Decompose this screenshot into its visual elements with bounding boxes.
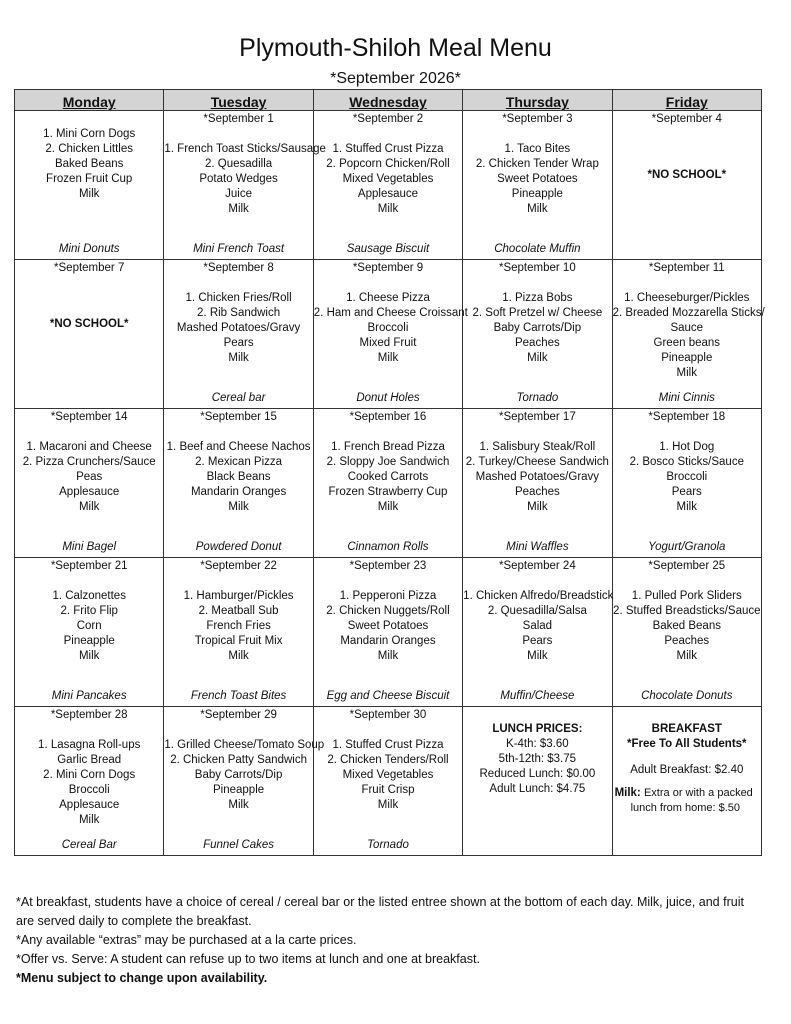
lunch-item: 2. Chicken Littles bbox=[45, 143, 133, 155]
lunch-item: Pineapple bbox=[213, 784, 265, 796]
lunch-items bbox=[314, 589, 462, 664]
breakfast-info bbox=[613, 722, 761, 816]
lunch-item: Milk bbox=[527, 650, 548, 662]
lunch-item: 2. Bosco Sticks/Sauce bbox=[629, 456, 744, 468]
lunch-items bbox=[314, 440, 462, 515]
lunch-item: 2. Ham and Cheese Croissant bbox=[313, 307, 468, 319]
day-cell-content bbox=[612, 260, 765, 408]
lunch-item: Mixed Vegetables bbox=[342, 173, 434, 185]
day-date: *September 30 bbox=[349, 709, 427, 721]
lunch-item: Peaches bbox=[514, 337, 560, 349]
day-header-row bbox=[15, 90, 762, 111]
lunch-item: Milk bbox=[228, 352, 249, 364]
lunch-item: 1. Beef and Cheese Nachos bbox=[166, 441, 311, 453]
lunch-item: 2. Quesadilla/Salsa bbox=[487, 605, 587, 617]
week-row bbox=[15, 558, 762, 707]
lunch-items bbox=[463, 142, 611, 217]
lunch-item: 1. Taco Bites bbox=[504, 143, 571, 155]
breakfast-item: Mini French Toast bbox=[193, 243, 285, 255]
lunch-items bbox=[164, 440, 312, 515]
day-date: *September 24 bbox=[499, 560, 576, 572]
lunch-item: Milk bbox=[78, 501, 100, 513]
lunch-item: Milk bbox=[527, 203, 548, 215]
lunch-items bbox=[313, 291, 468, 366]
lunch-price-line: Adult Lunch: $4.75 bbox=[489, 783, 586, 795]
lunch-item: 1. Stuffed Crust Pizza bbox=[332, 143, 444, 155]
lunch-item: Peas bbox=[76, 471, 103, 483]
day-cell bbox=[313, 111, 462, 260]
lunch-item: Milk bbox=[78, 188, 100, 200]
day-cell bbox=[313, 707, 462, 856]
breakfast-item: Mini Donuts bbox=[58, 243, 120, 255]
menu-body bbox=[15, 111, 765, 856]
week-row bbox=[15, 111, 762, 260]
lunch-items bbox=[15, 738, 163, 828]
lunch-item: 1. Salisbury Steak/Roll bbox=[479, 441, 596, 453]
breakfast-item: Cereal bar bbox=[211, 392, 266, 404]
lunch-items bbox=[164, 589, 312, 664]
lunch-item: Applesauce bbox=[357, 188, 419, 200]
day-cell-content bbox=[313, 260, 468, 408]
lunch-item: Pears bbox=[223, 337, 254, 349]
day-cell-content bbox=[15, 409, 163, 557]
day-date: *September 29 bbox=[200, 709, 277, 721]
day-cell-content bbox=[15, 260, 163, 408]
day-date: *September 1 bbox=[203, 113, 274, 125]
breakfast-item: Muffin/Cheese bbox=[500, 690, 575, 702]
lunch-item: Baked Beans bbox=[652, 620, 721, 632]
lunch-item: Milk bbox=[78, 650, 100, 662]
day-cell-content bbox=[164, 409, 312, 557]
day-date: *September 28 bbox=[50, 709, 128, 721]
lunch-item: Sweet Potatoes bbox=[497, 173, 578, 185]
note-extras: *Any available “extras” may be purchased at a la carte prices. bbox=[16, 933, 357, 947]
day-cell bbox=[15, 707, 164, 856]
day-header-tuesday: Tuesday bbox=[164, 90, 313, 111]
lunch-item: Applesauce bbox=[59, 486, 120, 498]
lunch-item: 1. French Bread Pizza bbox=[331, 441, 445, 453]
lunch-item: 2. Meatball Sub bbox=[198, 605, 279, 617]
breakfast-item: Cinnamon Rolls bbox=[347, 541, 429, 553]
lunch-item: Mashed Potatoes/Gravy bbox=[475, 471, 600, 483]
lunch-item: Milk bbox=[228, 203, 249, 215]
breakfast-item: Chocolate Donuts bbox=[641, 690, 733, 702]
lunch-item: 1. Chicken Alfredo/Breadstick bbox=[463, 590, 614, 602]
lunch-prices bbox=[463, 722, 611, 797]
lunch-item: 1. Pulled Pork Sliders bbox=[631, 590, 742, 602]
lunch-item: 2. Rib Sandwich bbox=[197, 307, 281, 319]
lunch-item: Fruit Crisp bbox=[361, 784, 415, 796]
lunch-item: Potato Wedges bbox=[199, 173, 278, 185]
lunch-item: 1. Calzonettes bbox=[52, 590, 126, 602]
day-cell bbox=[463, 409, 612, 558]
day-cell bbox=[612, 260, 765, 409]
day-date: *September 14 bbox=[50, 411, 128, 423]
day-cell-content bbox=[164, 260, 312, 408]
lunch-items bbox=[613, 589, 761, 664]
adult-breakfast-price: Adult Breakfast: $2.40 bbox=[630, 764, 744, 776]
day-cell bbox=[164, 111, 326, 260]
breakfast-item: Mini Pancakes bbox=[51, 690, 127, 702]
lunch-item: Baby Carrots/Dip bbox=[194, 769, 283, 781]
lunch-items bbox=[314, 738, 462, 813]
day-date bbox=[463, 707, 611, 708]
lunch-item: Broccoli bbox=[68, 784, 110, 796]
day-date: *September 2 bbox=[352, 113, 424, 125]
lunch-item: Milk bbox=[676, 501, 697, 513]
week-row bbox=[15, 409, 762, 558]
lunch-items bbox=[15, 127, 163, 202]
lunch-item: Mandarin Oranges bbox=[190, 486, 287, 498]
lunch-item: Garlic Bread bbox=[57, 754, 122, 766]
breakfast-item: Mini Bagel bbox=[62, 541, 117, 553]
day-date: *September 4 bbox=[651, 113, 722, 125]
lunch-items bbox=[463, 440, 611, 515]
day-date: *September 15 bbox=[200, 411, 277, 423]
day-cell-content bbox=[613, 707, 761, 855]
day-cell bbox=[164, 707, 325, 856]
lunch-items bbox=[314, 142, 462, 217]
no-school-label: *NO SCHOOL* bbox=[647, 169, 727, 181]
day-cell-content bbox=[613, 558, 761, 706]
lunch-item: Applesauce bbox=[59, 799, 120, 811]
day-header-friday: Friday bbox=[612, 90, 761, 111]
lunch-item: Broccoli bbox=[666, 471, 708, 483]
lunch-item: Tropical Fruit Mix bbox=[194, 635, 283, 647]
lunch-item: Mixed Fruit bbox=[359, 337, 417, 349]
lunch-item: Broccoli bbox=[367, 322, 409, 334]
lunch-item: Pears bbox=[671, 486, 702, 498]
breakfast-item: French Toast Bites bbox=[190, 690, 287, 702]
day-cell bbox=[612, 707, 761, 856]
week-row bbox=[15, 707, 762, 856]
lunch-item: 1. Mini Corn Dogs bbox=[43, 128, 136, 140]
lunch-item: Milk bbox=[676, 367, 697, 379]
day-date: *September 7 bbox=[54, 262, 125, 274]
lunch-items bbox=[613, 440, 761, 515]
day-cell bbox=[463, 707, 612, 856]
milk-price-text: Extra or with a packed bbox=[643, 787, 753, 799]
lunch-item: 1. Lasagna Roll-ups bbox=[38, 739, 141, 751]
lunch-item: 2. Chicken Patty Sandwich bbox=[170, 754, 307, 766]
note-breakfast: *At breakfast, students have a choice of cereal / cereal bar or the listed entree shown at the bottom of each day. Milk, juice, and fruit are served daily to complete the breakfast. bbox=[16, 895, 744, 928]
day-cell-content bbox=[15, 707, 163, 855]
day-date: *September 9 bbox=[352, 262, 424, 274]
day-date: *September 25 bbox=[648, 560, 726, 572]
day-cell bbox=[164, 409, 313, 558]
day-cell-content bbox=[314, 111, 462, 259]
lunch-item: 2. Popcorn Chicken/Roll bbox=[326, 158, 450, 170]
lunch-item: 1. Pepperoni Pizza bbox=[339, 590, 437, 602]
day-date: *September 23 bbox=[349, 560, 427, 572]
lunch-item: Milk bbox=[78, 814, 100, 826]
lunch-item: Sauce bbox=[670, 322, 704, 334]
day-date: *September 18 bbox=[648, 411, 726, 423]
lunch-items bbox=[15, 589, 163, 664]
lunch-item: Juice bbox=[225, 188, 253, 200]
day-date bbox=[613, 707, 761, 708]
day-cell-content bbox=[164, 111, 326, 259]
day-cell bbox=[612, 409, 761, 558]
lunch-item: Milk bbox=[228, 501, 249, 513]
day-cell bbox=[313, 558, 462, 707]
lunch-items bbox=[463, 589, 614, 664]
day-cell bbox=[463, 558, 612, 707]
day-cell bbox=[15, 260, 164, 409]
lunch-items bbox=[164, 738, 325, 813]
lunch-item: 2. Chicken Tenders/Roll bbox=[327, 754, 449, 766]
day-cell-content bbox=[314, 707, 462, 855]
day-date: *September 17 bbox=[499, 411, 576, 423]
lunch-item: 2. Frito Flip bbox=[60, 605, 118, 617]
day-date: *September 16 bbox=[349, 411, 427, 423]
lunch-item: 1. Grilled Cheese/Tomato Soup bbox=[164, 739, 325, 751]
day-date: *September 21 bbox=[50, 560, 128, 572]
breakfast-item: Sausage Biscuit bbox=[346, 243, 430, 255]
day-cell bbox=[463, 260, 612, 409]
breakfast-item: Powdered Donut bbox=[195, 541, 282, 553]
lunch-item: Corn bbox=[76, 620, 102, 632]
lunch-items bbox=[612, 291, 765, 381]
day-cell bbox=[612, 558, 761, 707]
lunch-item: 2. Quesadilla bbox=[205, 158, 273, 170]
lunch-item: Mashed Potatoes/Gravy bbox=[176, 322, 301, 334]
lunch-item: Milk bbox=[527, 352, 548, 364]
day-date: *September 8 bbox=[203, 262, 274, 274]
milk-price-line bbox=[613, 786, 761, 801]
day-cell bbox=[612, 111, 761, 260]
lunch-item: Mandarin Oranges bbox=[340, 635, 436, 647]
day-date: *September 10 bbox=[499, 262, 576, 274]
day-cell bbox=[164, 558, 313, 707]
lunch-item: Milk bbox=[377, 203, 399, 215]
day-date: *September 3 bbox=[502, 113, 573, 125]
breakfast-info-heading: BREAKFAST bbox=[651, 723, 722, 735]
page-subtitle: *September 2026* bbox=[330, 70, 461, 87]
notes-section bbox=[16, 893, 756, 988]
breakfast-item: Mini Cinnis bbox=[658, 392, 715, 404]
day-cell-content bbox=[463, 558, 614, 706]
day-date: *September 11 bbox=[648, 262, 725, 274]
day-cell-content bbox=[164, 707, 325, 855]
lunch-item: Salad bbox=[522, 620, 553, 632]
lunch-item: Milk bbox=[228, 799, 249, 811]
lunch-item: Milk bbox=[228, 650, 249, 662]
page-title: Plymouth-Shiloh Meal Menu bbox=[239, 34, 552, 62]
day-cell-content bbox=[463, 260, 611, 408]
day-date bbox=[15, 111, 163, 112]
lunch-item: Pears bbox=[522, 635, 553, 647]
lunch-item: 1. Chicken Fries/Roll bbox=[185, 292, 292, 304]
lunch-item: Sweet Potatoes bbox=[347, 620, 429, 632]
lunch-item: Pineapple bbox=[511, 188, 563, 200]
breakfast-free-label: *Free To All Students* bbox=[627, 738, 747, 750]
lunch-item: Milk bbox=[377, 501, 399, 513]
lunch-item: 1. Hamburger/Pickles bbox=[183, 590, 294, 602]
lunch-item: Milk bbox=[377, 650, 399, 662]
lunch-items bbox=[164, 291, 312, 366]
breakfast-item: Yogurt/Granola bbox=[648, 541, 726, 553]
breakfast-item: Mini Waffles bbox=[506, 541, 569, 553]
lunch-item: 2. Breaded Mozzarella Sticks/ bbox=[612, 307, 765, 319]
lunch-items bbox=[463, 291, 611, 366]
day-cell bbox=[313, 409, 462, 558]
day-cell bbox=[15, 558, 164, 707]
lunch-item: 2. Mini Corn Dogs bbox=[43, 769, 136, 781]
lunch-item: Frozen Fruit Cup bbox=[46, 173, 133, 185]
lunch-item: Baby Carrots/Dip bbox=[493, 322, 582, 334]
breakfast-item: Cereal Bar bbox=[61, 839, 117, 851]
lunch-item: 2. Chicken Tender Wrap bbox=[475, 158, 599, 170]
day-cell-content bbox=[463, 409, 611, 557]
day-cell-content bbox=[314, 558, 462, 706]
lunch-item: 1. Cheeseburger/Pickles bbox=[624, 292, 750, 304]
breakfast-item: Tornado bbox=[367, 839, 409, 851]
lunch-item: 2. Chicken Nuggets/Roll bbox=[326, 605, 450, 617]
lunch-price-line: K-4th: $3.60 bbox=[506, 738, 569, 750]
day-cell-content bbox=[15, 558, 163, 706]
lunch-item: 2. Sloppy Joe Sandwich bbox=[326, 456, 450, 468]
milk-label: Milk: bbox=[614, 787, 641, 799]
day-cell-content bbox=[164, 558, 312, 706]
lunch-price-line: Reduced Lunch: $0.00 bbox=[479, 768, 596, 780]
lunch-item: Baked Beans bbox=[54, 158, 124, 170]
lunch-item: Milk bbox=[377, 352, 399, 364]
lunch-prices-heading: LUNCH PRICES: bbox=[492, 723, 583, 735]
day-header-wednesday: Wednesday bbox=[313, 90, 462, 111]
lunch-item: Milk bbox=[527, 501, 548, 513]
day-cell-content bbox=[463, 111, 611, 259]
breakfast-item: Donut Holes bbox=[356, 392, 420, 404]
lunch-item: Cooked Carrots bbox=[347, 471, 429, 483]
day-cell-content bbox=[314, 409, 462, 557]
day-header-thursday: Thursday bbox=[463, 90, 612, 111]
day-cell-content bbox=[613, 409, 761, 557]
lunch-price-line: 5th-12th: $3.75 bbox=[498, 753, 577, 765]
day-date: *September 22 bbox=[200, 560, 277, 572]
lunch-item: 1. French Toast Sticks/Sausage bbox=[164, 143, 326, 155]
lunch-item: 1. Macaroni and Cheese bbox=[26, 441, 152, 453]
lunch-item: 2. Mexican Pizza bbox=[195, 456, 283, 468]
lunch-item: Peaches bbox=[514, 486, 560, 498]
day-cell-content bbox=[613, 111, 761, 259]
day-header-monday: Monday bbox=[15, 90, 164, 111]
day-cell bbox=[313, 260, 468, 409]
lunch-item: Pineapple bbox=[661, 352, 713, 364]
lunch-item: 1. Hot Dog bbox=[659, 441, 715, 453]
lunch-items bbox=[164, 142, 326, 217]
lunch-item: 2. Pizza Crunchers/Sauce bbox=[22, 456, 156, 468]
lunch-item: 1. Stuffed Crust Pizza bbox=[332, 739, 444, 751]
lunch-item: 2. Stuffed Breadsticks/Sauce bbox=[613, 605, 761, 617]
lunch-item: 1. Pizza Bobs bbox=[502, 292, 573, 304]
milk-price-text-2: lunch from home: $.50 bbox=[630, 802, 741, 814]
day-cell-content bbox=[463, 707, 611, 855]
day-cell bbox=[164, 260, 313, 409]
lunch-item: Green beans bbox=[653, 337, 721, 349]
lunch-item: Milk bbox=[676, 650, 697, 662]
lunch-item: Milk bbox=[377, 799, 399, 811]
breakfast-item: Egg and Cheese Biscuit bbox=[326, 690, 450, 702]
lunch-item: 2. Soft Pretzel w/ Cheese bbox=[472, 307, 603, 319]
breakfast-item: Chocolate Muffin bbox=[494, 243, 581, 255]
lunch-item: Pineapple bbox=[63, 635, 115, 647]
lunch-items bbox=[15, 440, 163, 515]
day-cell bbox=[463, 111, 612, 260]
breakfast-item: Funnel Cakes bbox=[203, 839, 275, 851]
no-school-label: *NO SCHOOL* bbox=[49, 318, 129, 330]
lunch-item: Black Beans bbox=[206, 471, 271, 483]
note-subject-to-change: *Menu subject to change upon availability. bbox=[16, 971, 268, 985]
menu-table bbox=[14, 89, 765, 856]
lunch-item: Mixed Vegetables bbox=[342, 769, 434, 781]
day-cell bbox=[15, 409, 164, 558]
note-offer-vs-serve: *Offer vs. Serve: A student can refuse up to two items at lunch and one at breakfast. bbox=[16, 952, 480, 966]
week-row bbox=[15, 260, 762, 409]
lunch-item: French Fries bbox=[206, 620, 271, 632]
day-cell-content bbox=[15, 111, 163, 259]
breakfast-item: Tornado bbox=[516, 392, 559, 404]
lunch-item: 1. Cheese Pizza bbox=[346, 292, 430, 304]
lunch-item: 2. Turkey/Cheese Sandwich bbox=[465, 456, 609, 468]
lunch-item: Peaches bbox=[664, 635, 710, 647]
lunch-item: Frozen Strawberry Cup bbox=[328, 486, 448, 498]
day-cell bbox=[15, 111, 164, 260]
